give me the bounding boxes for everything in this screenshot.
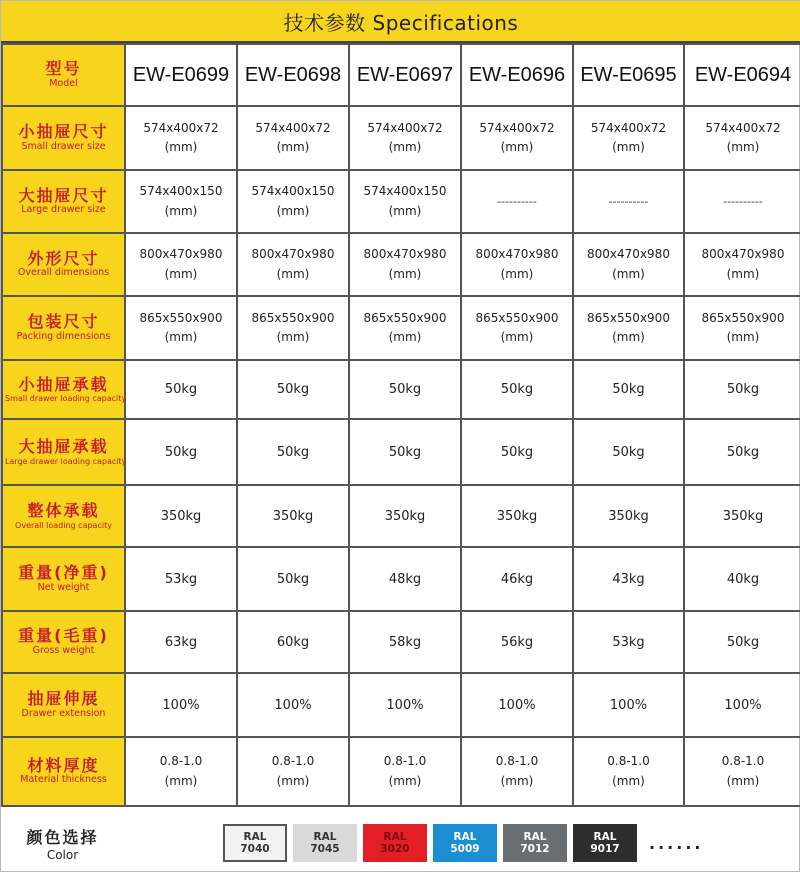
spec-label-en: Overall dimensions: [17, 267, 110, 279]
spec-label-cn: 外形尺寸: [27, 248, 100, 268]
swatch-line2: 7012: [520, 843, 550, 855]
spec-row-label: [2, 673, 125, 737]
spec-row: [2, 106, 800, 170]
spec-value-cell: 50kg: [573, 360, 684, 419]
spec-value-cell: 350kg: [237, 485, 349, 547]
spec-value-cell: 0.8-1.0 (mm): [461, 737, 573, 806]
spec-value-cell: 53kg: [125, 547, 237, 611]
spec-row-label: [2, 547, 125, 611]
spec-value-cell: 574x400x72 (mm): [573, 106, 684, 170]
spec-row: [2, 611, 800, 673]
spec-value-cell: 574x400x150 (mm): [125, 170, 237, 233]
color-swatch-ral-7045[interactable]: [293, 824, 357, 862]
spec-value-cell: 100%: [349, 673, 461, 737]
spec-value-cell: 574x400x72 (mm): [461, 106, 573, 170]
swatch-line2: 7040: [240, 843, 270, 855]
spec-value-cell: 574x400x72 (mm): [237, 106, 349, 170]
spec-value-cell: ----------: [684, 170, 800, 233]
spec-value-cell: 0.8-1.0 (mm): [125, 737, 237, 806]
spec-row-label: [2, 737, 125, 806]
spec-row-label: [2, 611, 125, 673]
spec-value-cell: 40kg: [684, 547, 800, 611]
spec-value-cell: 50kg: [461, 360, 573, 419]
spec-value-cell: ----------: [461, 170, 573, 233]
spec-value-cell: 800x470x980 (mm): [684, 233, 800, 296]
color-label-en: Color: [46, 847, 79, 862]
model-cell: EW-E0697: [349, 44, 461, 106]
spec-value-cell: 60kg: [237, 611, 349, 673]
swatch-line1: RAL: [243, 830, 267, 843]
spec-label-cn: 抽屉伸展: [27, 689, 100, 709]
spec-value-cell: 350kg: [684, 485, 800, 547]
spec-value-cell: 50kg: [461, 419, 573, 485]
spec-value-cell: 0.8-1.0 (mm): [573, 737, 684, 806]
spec-label-en: Gross weight: [32, 644, 95, 656]
model-cell: EW-E0694: [684, 44, 800, 106]
spec-label-en: Net weight: [37, 581, 90, 593]
spec-value-cell: 0.8-1.0 (mm): [684, 737, 800, 806]
spec-value-cell: 800x470x980 (mm): [349, 233, 461, 296]
spec-row: [2, 360, 800, 419]
model-label-cell: [2, 44, 125, 106]
model-cell: EW-E0696: [461, 44, 573, 106]
spec-value-cell: 350kg: [573, 485, 684, 547]
spec-value-cell: 50kg: [237, 419, 349, 485]
spec-row: [2, 547, 800, 611]
spec-row: [2, 170, 800, 233]
spec-label-cn: 重量(净重): [18, 563, 109, 583]
spec-label-cn: 重量(毛重): [18, 626, 109, 646]
swatch-line2: 9017: [590, 843, 620, 855]
spec-value-cell: 865x550x900 (mm): [349, 296, 461, 360]
swatch-line1: RAL: [383, 830, 407, 843]
spec-value-cell: 100%: [237, 673, 349, 737]
spec-row-label: [2, 233, 125, 296]
color-swatch-ral-7040[interactable]: [223, 824, 287, 862]
color-swatch-list: [223, 824, 643, 862]
model-row: [2, 44, 800, 106]
spec-value-cell: 574x400x72 (mm): [349, 106, 461, 170]
spec-row-label: [2, 296, 125, 360]
spec-value-cell: 865x550x900 (mm): [125, 296, 237, 360]
spec-value-cell: 50kg: [125, 419, 237, 485]
spec-value-cell: 800x470x980 (mm): [125, 233, 237, 296]
spec-value-cell: 865x550x900 (mm): [684, 296, 800, 360]
spec-label-en: Drawer extension: [21, 707, 106, 719]
spec-label-cn: 材料厚度: [27, 755, 100, 775]
spec-value-cell: 50kg: [573, 419, 684, 485]
swatch-line2: 3020: [380, 843, 410, 855]
spec-value-cell: 50kg: [237, 360, 349, 419]
spec-row: [2, 673, 800, 737]
spec-value-cell: 350kg: [349, 485, 461, 547]
spec-value-cell: 58kg: [349, 611, 461, 673]
spec-value-cell: 50kg: [125, 360, 237, 419]
spec-value-cell: 56kg: [461, 611, 573, 673]
spec-value-cell: 574x400x150 (mm): [237, 170, 349, 233]
swatch-line1: RAL: [523, 830, 547, 843]
spec-value-cell: 865x550x900 (mm): [461, 296, 573, 360]
spec-value-cell: 800x470x980 (mm): [461, 233, 573, 296]
spec-row: [2, 419, 800, 485]
spec-label-en: Small drawer loading capacity: [5, 394, 127, 404]
spec-label-cn: 小抽屉承载: [18, 374, 109, 394]
spec-label-en: Packing dimensions: [16, 330, 111, 342]
spec-row-label: [2, 106, 125, 170]
spec-value-cell: 50kg: [349, 419, 461, 485]
spec-value-cell: 865x550x900 (mm): [237, 296, 349, 360]
spec-label-en: Material thickness: [20, 774, 107, 786]
spec-label-en: Large drawer loading capacity: [5, 456, 127, 466]
color-label: [1, 825, 124, 862]
spec-value-cell: 100%: [684, 673, 800, 737]
more-colors-ellipsis: ......: [649, 833, 704, 853]
spec-table: [1, 43, 800, 807]
spec-value-cell: 100%: [461, 673, 573, 737]
spec-value-cell: 48kg: [349, 547, 461, 611]
spec-value-cell: 800x470x980 (mm): [573, 233, 684, 296]
swatch-line2: 5009: [450, 843, 480, 855]
spec-value-cell: 865x550x900 (mm): [573, 296, 684, 360]
spec-value-cell: 574x400x150 (mm): [349, 170, 461, 233]
model-label-cn: 型号: [45, 59, 82, 79]
spec-row-label: [2, 419, 125, 485]
spec-value-cell: 43kg: [573, 547, 684, 611]
color-swatch-ral-3020[interactable]: [363, 824, 427, 862]
swatch-line1: RAL: [593, 830, 617, 843]
model-cell: EW-E0699: [125, 44, 237, 106]
color-label-cn: 颜色选择: [26, 827, 99, 847]
spec-label-cn: 大抽屉承载: [18, 437, 109, 457]
model-label-en: Model: [49, 77, 78, 89]
spec-row: [2, 737, 800, 806]
spec-row: [2, 296, 800, 360]
swatch-line2: 7045: [310, 843, 340, 855]
spec-value-cell: 53kg: [573, 611, 684, 673]
spec-label-en: Large drawer size: [21, 204, 106, 216]
spec-value-cell: 100%: [573, 673, 684, 737]
spec-value-cell: 50kg: [237, 547, 349, 611]
spec-value-cell: 100%: [125, 673, 237, 737]
swatch-line1: RAL: [313, 830, 337, 843]
spec-value-cell: 50kg: [684, 360, 800, 419]
sheet-title: 技术参数 Specifications: [1, 1, 800, 43]
spec-label-cn: 整体承载: [27, 501, 100, 521]
spec-value-cell: ----------: [573, 170, 684, 233]
spec-value-cell: 350kg: [125, 485, 237, 547]
spec-label-en: Overall loading capacity: [15, 520, 112, 530]
spec-value-cell: 574x400x72 (mm): [125, 106, 237, 170]
spec-value-cell: 800x470x980 (mm): [237, 233, 349, 296]
swatch-line1: RAL: [453, 830, 477, 843]
spec-value-cell: 0.8-1.0 (mm): [237, 737, 349, 806]
spec-row-label: [2, 170, 125, 233]
spec-row-label: [2, 360, 125, 419]
spec-label-en: Small drawer size: [21, 140, 106, 152]
spec-label-cn: 包装尺寸: [27, 312, 100, 332]
spec-label-cn: 小抽屉尺寸: [18, 122, 109, 142]
spec-value-cell: 574x400x72 (mm): [684, 106, 800, 170]
spec-value-cell: 46kg: [461, 547, 573, 611]
model-cell: EW-E0698: [237, 44, 349, 106]
color-swatch-ral-9017[interactable]: [573, 824, 637, 862]
color-swatch-ral-7012[interactable]: [503, 824, 567, 862]
spec-value-cell: 50kg: [349, 360, 461, 419]
spec-row: [2, 485, 800, 547]
color-options-row: [1, 813, 800, 872]
spec-value-cell: 50kg: [684, 611, 800, 673]
spec-value-cell: 350kg: [461, 485, 573, 547]
spec-row: [2, 233, 800, 296]
color-swatch-ral-5009[interactable]: [433, 824, 497, 862]
spec-value-cell: 0.8-1.0 (mm): [349, 737, 461, 806]
spec-label-cn: 大抽屉尺寸: [18, 185, 109, 205]
spec-value-cell: 63kg: [125, 611, 237, 673]
spec-row-label: [2, 485, 125, 547]
model-cell: EW-E0695: [573, 44, 684, 106]
spec-value-cell: 50kg: [684, 419, 800, 485]
